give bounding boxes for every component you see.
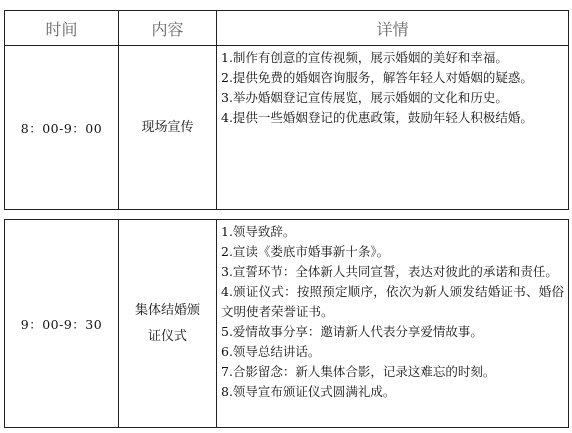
schedule-table-part-1	[4, 10, 569, 210]
detail-item: 7.合影留念：新人集体合影，记录这难忘的时刻。	[221, 364, 496, 379]
row-time: 8：00-9：00	[5, 46, 119, 210]
detail-item: 4.颁证仪式：按照预定顺序，依次为新人颁发结婚证书、婚俗文明使者荣誉证书。	[221, 284, 564, 319]
detail-item: 4.提供一些婚姻登记的优惠政策，鼓励年轻人积极结婚。	[221, 110, 533, 125]
schedule-table-part-2	[4, 219, 569, 428]
detail-item: 8.领导宣布颁证仪式圆满礼成。	[221, 384, 396, 399]
detail-item: 1.制作有创意的宣传视频，展示婚姻的美好和幸福。	[221, 50, 508, 65]
table-row	[5, 46, 569, 210]
detail-item: 2.提供免费的婚姻咨询服务，解答年轻人对婚姻的疑惑。	[221, 70, 533, 85]
detail-item: 6.领导总结讲话。	[221, 344, 321, 359]
detail-item: 2.宣读《娄底市婚事新十条》。	[221, 244, 390, 259]
row-details	[217, 220, 569, 428]
header-time: 时间	[5, 11, 119, 46]
row-content-line: 证仪式	[147, 328, 187, 344]
header-detail: 详情	[217, 11, 569, 46]
row-content	[119, 220, 217, 428]
header-content: 内容	[119, 11, 217, 46]
detail-item: 3.宣誓环节：全体新人共同宣誓，表达对彼此的承诺和责任。	[221, 264, 558, 279]
row-content-line: 集体结婚颁	[134, 302, 200, 318]
detail-item: 1.领导致辞。	[221, 224, 296, 239]
detail-item: 3.举办婚姻登记宣传展览，展示婚姻的文化和历史。	[221, 90, 508, 105]
detail-item: 5.爱情故事分享：邀请新人代表分享爱情故事。	[221, 324, 483, 339]
row-content: 现场宣传	[119, 46, 217, 210]
table-row	[5, 220, 569, 428]
row-time: 9：00-9：30	[5, 220, 119, 428]
row-details	[217, 46, 569, 210]
table-header-row	[5, 11, 569, 46]
